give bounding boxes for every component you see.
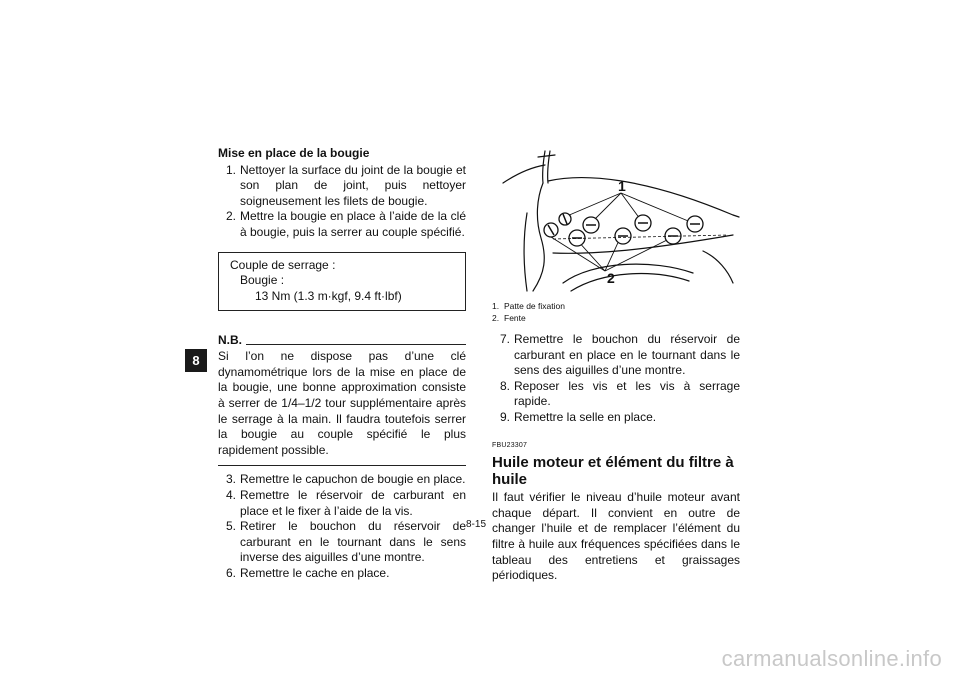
spark-plug-heading: Mise en place de la bougie xyxy=(218,146,370,160)
steps-list-b xyxy=(218,472,466,581)
watermark: carmanualsonline.info xyxy=(721,646,942,671)
torque-spec-box xyxy=(218,252,466,311)
step-item: 3. Remettre le capuchon de bougie en place. xyxy=(226,472,466,487)
step-item: 4. Remettre le réservoir de carburant en place et le fixer à l’aide de la vis. xyxy=(226,487,466,518)
torque-value: 13 Nm (1.3 m·kgf, 9.4 ft·lbf) xyxy=(255,288,402,303)
left-column xyxy=(218,146,466,581)
steps-list-a xyxy=(218,163,466,241)
fuel-tank-drawing xyxy=(493,143,741,293)
right-column xyxy=(492,300,740,584)
torque-part: Bougie : xyxy=(240,273,285,288)
step-item: 6. Remettre le cache en place. xyxy=(226,565,390,580)
step-item: 2. Mettre la bougie en place à l’aide de la clé à bougie, puis la serrer au couple spécifié. xyxy=(226,209,466,239)
page-number: 8-15 xyxy=(466,519,487,530)
caption-item: 1. Patte de fixation xyxy=(492,301,565,311)
note-heading: N.B. xyxy=(218,333,466,349)
step-item: 5. Retirer le bouchon du réservoir de carburant en le tournant dans le sens inverse des aiguilles d’une montre. xyxy=(226,519,466,565)
step-item: 9. Remettre la selle en place. xyxy=(500,409,657,424)
note-end-rule xyxy=(218,465,466,466)
caption-item: 2. Fente xyxy=(492,313,526,323)
section-paragraph: Il faut vérifier le niveau d’huile moteur avant chaque départ. Il convient en outre de changer l’huile et de remplacer l’élément du filtre à huile aux fréquences spécifiées dans le tableau des entretiens et graissages périodiques. xyxy=(492,490,740,583)
step-item: 8. Reposer les vis et les vis à serrage rapide. xyxy=(500,378,740,409)
callout-2-label: 2 xyxy=(607,270,615,286)
callout-1-label: 1 xyxy=(618,178,626,194)
step-item: 7. Remettre le bouchon du réservoir de carburant en place en le tournant dans le sens des aiguilles d’une montre. xyxy=(500,332,740,378)
step-item: 1. Nettoyer la surface du joint de la bougie et son plan de joint, puis nettoyer soigneusement les filets de bougie. xyxy=(226,162,466,208)
steps-list-c xyxy=(492,332,740,426)
section-title: Huile moteur et élément du filtre à huile xyxy=(492,454,734,489)
chapter-tab: 8 xyxy=(185,349,207,372)
note-text: Si l’on ne dispose pas d’une clé dynamométrique lors de la mise en place de la bougie, une bonne approximation consiste à serrer de 1/4–1/2 tour supplémentaire après le serrage à la main. Il faudra toutefois serrer la bougie au couple spécifié le plus rapidement possible. xyxy=(218,349,466,457)
figure-captions xyxy=(492,300,740,324)
torque-label: Couple de serrage : xyxy=(230,257,336,272)
section-code: FBU23307 xyxy=(492,441,528,449)
fuel-tank-illustration xyxy=(493,143,741,293)
